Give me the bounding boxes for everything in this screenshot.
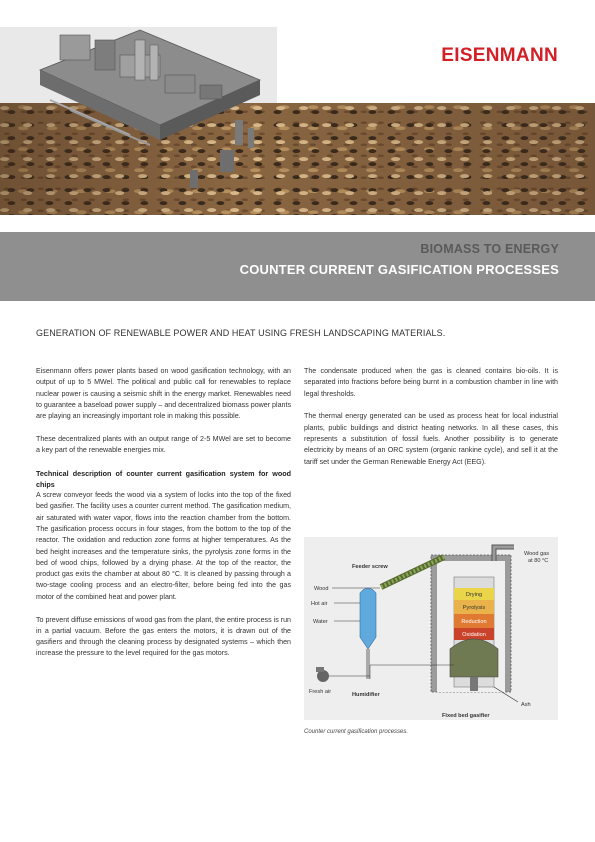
zone-label: Drying [465, 592, 483, 598]
hero-image [0, 0, 595, 215]
zone-label: Pyrolysis [462, 605, 486, 611]
paragraph: The thermal energy generated can be used as process heat for local industrial plants, public buildings and district heating networks. In all these cases, this represents a substitution of fossil fuels. Another possibility is to generate electricity by means of an ORC system (organic rankine cycle), and sell it at the tariff set under the German Renewable Energy Act (EEG). [304, 412, 558, 466]
right-column [304, 366, 558, 479]
water-label: Water [313, 619, 328, 625]
gasification-diagram [304, 537, 558, 720]
wood-label: Wood [314, 586, 329, 592]
subtitle: GENERATION OF RENEWABLE POWER AND HEAT USING FRESH LANDSCAPING MATERIALS. [36, 328, 446, 338]
grate [450, 639, 498, 677]
paragraph: Eisenmann offers power plants based on wood gasification technology, with an output of up to 5 MWel. The political and public call for renewables to replace nuclear power is causing a seismic shift in the energy market. Renewables need to guarantee a baseload power supply – and decentralized biomass power plants are playing an increasingly important role in making this possible. [36, 367, 291, 421]
humidifier [360, 588, 376, 649]
fixed-bed-gasifier-label: Fixed bed gasifier [442, 713, 490, 719]
paragraph: To prevent diffuse emissions of wood gas from the plant, the entire process is run in a partial vacuum. Before the gas enters the motors, it is drawn out of the gasifiers and through the cleaning process by designated systems – which then increase the pressure to the level required for the gas motors. [36, 615, 291, 658]
title-line-1: BIOMASS TO ENERGY [420, 242, 559, 256]
ash-label: Ash [521, 702, 531, 708]
zone-label: Oxidation [462, 632, 486, 638]
title-line-2: COUNTER CURRENT GASIFICATION PROCESSES [239, 262, 559, 277]
hot-air-label: Hot air [311, 601, 328, 607]
figure-caption: Counter current gasification processes. [304, 729, 409, 735]
plant-render [0, 0, 300, 215]
wood-gas-label: Wood gas [524, 551, 550, 557]
paragraph: These decentralized plants with an output range of 2-5 MWel are set to become a key part of the renewable energies mix. [36, 434, 291, 455]
fresh-air-label: Fresh air [309, 689, 332, 695]
humidifier-label: Humidifier [352, 692, 380, 698]
section-heading: Technical description of counter current gasification system for wood chips [36, 469, 291, 490]
title-band [0, 232, 595, 301]
feeder-screw-label: Feeder screw [352, 564, 388, 570]
wood-gas-label-2: at 80 °C [528, 558, 549, 564]
zone-label: Reduction [461, 619, 487, 625]
left-column [36, 366, 291, 671]
eisenmann-logo: EISENMANN [441, 45, 558, 66]
paragraph: A screw conveyor feeds the wood via a system of locks into the top of the fixed bed gasifier. The facility uses a counter current method. The gasification medium, air saturated with water vapor, flows into the reaction chamber from the bottom. The gasification process occurs in four stages, from the bottom to the top of the reactor. The oxidation and reduction zone forms at higher temperatures. As the bed height increases and the temperature sinks, the pyrolysis zone forms in the bed of wood chips, followed by a drying phase. At the top of the reactor, the product gas exits the chamber at about 80 °C. It is cleaned by passing through a two-stage cooling process and an electro-filter, before being fed into the gas motor of the combined heat and power plant. [36, 491, 291, 601]
paragraph: The condensate produced when the gas is cleaned contains bio-oils. It is separated into fractions before being burnt in a combustion chamber in line with legal thresholds. [304, 367, 558, 398]
